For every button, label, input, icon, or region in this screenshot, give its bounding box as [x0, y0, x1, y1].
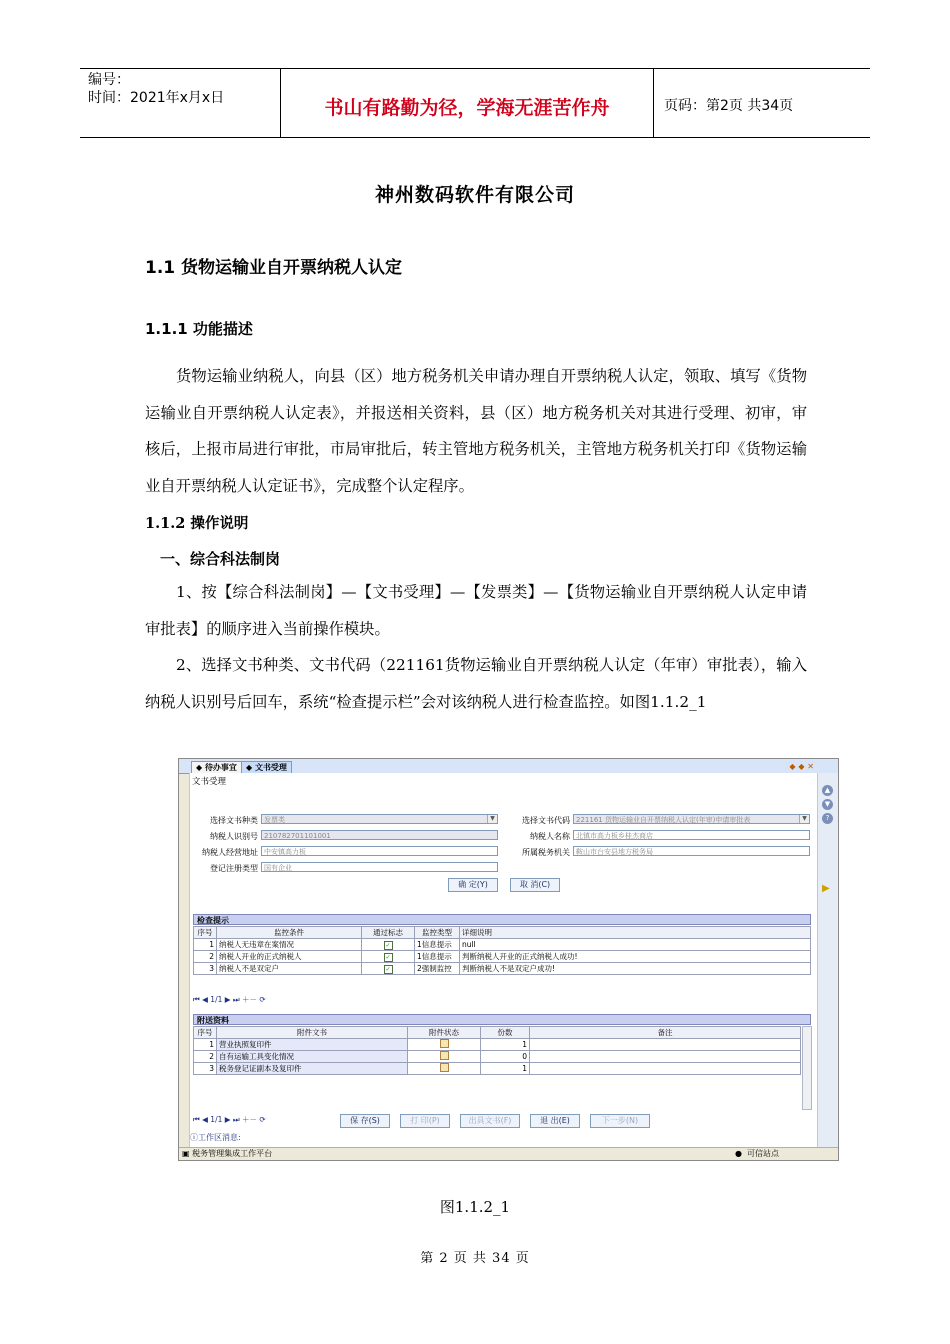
row-doc: 自有运输工具变化情况: [217, 1051, 408, 1063]
row-doc: 营业执照复印件: [217, 1039, 408, 1051]
status-bar: [179, 1147, 838, 1160]
check-table: [193, 926, 811, 975]
checkbox-icon[interactable]: [440, 1051, 449, 1060]
label-tax-office: 所属税务机关: [522, 848, 570, 857]
trusted-site-icon: ●: [735, 1149, 742, 1158]
pager-first-icon[interactable]: ⏮ ◀: [193, 1115, 208, 1124]
description-paragraph: 货物运输业纳税人，向县（区）地方税务机关申请办理自开票纳税人认定，领取、填写《货物运输业自开票纳税人认定表》，并报送相关资料，县（区）地方税务机关对其进行受理、初审，审核后，上报市局进行审批，市局审批后，转主管地方税务机关，主管地方税务机关打印《货物运输业自开票纳税人认定证书》，完成整个认定程序。: [145, 367, 807, 495]
step-2-paragraph: 2、选择文书种类、文书代码（221161货物运输业自开票纳税人认定（年审）审批表），输入纳税人识别号后回车，系统“检查提示栏”会对该纳税人进行检查监控。如图1.1.2_1: [145, 656, 807, 711]
pager-next-icon[interactable]: ▶ ⏭ ＋－ ⟳: [224, 1115, 266, 1124]
row-desc: 判断纳税人开业的正式纳税人成功!: [460, 951, 811, 963]
scrollbar[interactable]: [802, 1026, 812, 1110]
col-header: 监控条件: [217, 927, 362, 939]
work-area-message: ⓘ工作区消息:: [190, 1133, 241, 1142]
col-header: 份数: [481, 1027, 530, 1039]
doc-code-select[interactable]: 221161 货物运输业自开票纳税人认定(年审)申请审批表 ▼: [573, 814, 810, 824]
checkbox-icon[interactable]: ✓: [385, 953, 391, 961]
row-type: 1信息提示: [415, 939, 460, 951]
checkbox-icon[interactable]: ✓: [385, 965, 391, 973]
label-taxpayer-name: 纳税人名称: [530, 832, 570, 841]
screenshot-figure: [178, 758, 839, 1161]
address-field[interactable]: 中安镇高力板: [261, 846, 498, 856]
row-no: 3: [194, 963, 217, 975]
issue-doc-button[interactable]: 出具文书(F): [460, 1114, 520, 1128]
check-table-header: [194, 927, 811, 939]
col-header: 监控类型: [415, 927, 460, 939]
save-button[interactable]: 保 存(S): [340, 1114, 390, 1128]
table-row[interactable]: [194, 951, 811, 963]
taxpayer-name-field[interactable]: 北镇市高力板乡桂杰商店: [573, 830, 810, 840]
doc-type-select[interactable]: 发票类 ▼: [261, 814, 498, 824]
tab-doc-accept[interactable]: ◆ 文书受理: [241, 761, 292, 774]
help-icon[interactable]: ?: [822, 813, 833, 824]
row-desc: null: [460, 939, 811, 951]
status-right: 可信站点: [747, 1149, 779, 1158]
tax-office-field[interactable]: 鞍山市台安县地方税务局: [573, 846, 810, 856]
page-header: [80, 68, 870, 138]
header-motto: 书山有路勤为径，学海无涯苦作舟: [281, 69, 654, 137]
row-desc: 判断纳税人不是双定户成功!: [460, 963, 811, 975]
col-header: 详细说明: [460, 927, 811, 939]
header-meta: [80, 69, 281, 137]
figure-caption: 图1.1.2_1: [439, 1198, 511, 1216]
row-no: 1: [194, 1039, 217, 1051]
row-count[interactable]: 1: [481, 1039, 530, 1051]
row-no: 3: [194, 1063, 217, 1075]
table-row[interactable]: [194, 1039, 801, 1051]
row-note[interactable]: [530, 1051, 801, 1063]
cancel-button[interactable]: 取 消(C): [510, 878, 560, 892]
col-header: 序号: [194, 927, 217, 939]
doc-accept-panel: [189, 773, 817, 1155]
attach-table-header: [194, 1027, 801, 1039]
label-address: 纳税人经营地址: [202, 848, 258, 857]
chevron-down-icon: ▼: [799, 815, 809, 823]
col-header: 附件状态: [408, 1027, 481, 1039]
row-doc: 税务登记证副本及复印件: [217, 1063, 408, 1075]
row-no: 2: [194, 951, 217, 963]
expand-arrow-icon[interactable]: ▶: [822, 883, 830, 894]
checkbox-icon[interactable]: [440, 1039, 449, 1048]
tab-bar: [179, 759, 838, 774]
check-pager[interactable]: [193, 995, 811, 1005]
attach-section-header: 附送资料: [193, 1014, 811, 1025]
up-icon[interactable]: ▲: [822, 785, 833, 796]
row-count[interactable]: 1: [481, 1063, 530, 1075]
table-row[interactable]: [194, 939, 811, 951]
pager-text: 1/1: [210, 1115, 223, 1124]
pager-first-icon[interactable]: ⏮ ◀: [193, 995, 208, 1004]
check-section-header: 检查提示: [193, 914, 811, 925]
header-number: 编号：: [88, 72, 130, 88]
reg-type-field[interactable]: 国有企业: [261, 862, 498, 872]
row-cond: 纳税人开业的正式纳税人: [217, 951, 362, 963]
row-cond: 纳税人不是双定户: [217, 963, 362, 975]
heading-4: 一、综合科法制岗: [160, 550, 281, 568]
row-no: 1: [194, 939, 217, 951]
step-1-paragraph: 1、按【综合科法制岗】—【文书受理】—【发票类】—【货物运输业自开票纳税人认定申请审批表】的顺序进入当前操作模块。: [145, 583, 807, 638]
pager-text: 1/1: [210, 995, 223, 1004]
taxpayer-id-input[interactable]: 210782701101001: [261, 830, 498, 840]
checkbox-icon[interactable]: ✓: [385, 941, 391, 949]
table-row[interactable]: [194, 963, 811, 975]
table-row[interactable]: [194, 1063, 801, 1075]
company-title: 神州数码软件有限公司: [374, 184, 575, 206]
exit-button[interactable]: 退 出(E): [530, 1114, 580, 1128]
label-doc-type: 选择文书种类: [210, 816, 258, 825]
tab-todo[interactable]: ◆ 待办事宜: [191, 761, 242, 774]
row-count[interactable]: 0: [481, 1051, 530, 1063]
window-controls[interactable]: ◆ ◆ ✕: [789, 762, 814, 771]
info-icon: ⓘ: [190, 1133, 198, 1142]
row-type: 2强制监控: [415, 963, 460, 975]
row-cond: 纳税人无违章在案情况: [217, 939, 362, 951]
col-header: 通过标志: [362, 927, 415, 939]
confirm-button[interactable]: 确 定(Y): [448, 878, 498, 892]
row-note[interactable]: [530, 1063, 801, 1075]
attach-table: [193, 1026, 801, 1075]
status-left: 税务管理集成工作平台: [192, 1149, 273, 1158]
heading-1: 1.1 货物运输业自开票纳税人认定: [145, 258, 403, 278]
col-header: 备注: [530, 1027, 801, 1039]
down-icon[interactable]: ▼: [822, 799, 833, 810]
row-type: 1信息提示: [415, 951, 460, 963]
row-no: 2: [194, 1051, 217, 1063]
heading-2: 1.1.1 功能描述: [145, 320, 253, 338]
page-footer: 第 2 页 共 34 页: [420, 1251, 530, 1266]
heading-3: 1.1.2 操作说明: [145, 515, 249, 532]
pager-next-icon[interactable]: ▶ ⏭ ＋－ ⟳: [224, 995, 266, 1004]
panel-title: 文书受理: [192, 777, 227, 787]
header-page: 页码：第2页 共34页: [664, 98, 794, 114]
checkbox-icon[interactable]: [440, 1063, 449, 1072]
header-time: 时间：2021年x月x日: [88, 90, 225, 106]
table-row[interactable]: [194, 1051, 801, 1063]
print-button[interactable]: 打 印(P): [400, 1114, 450, 1128]
col-header: 附件文书: [217, 1027, 408, 1039]
app-icon: ▣: [182, 1149, 190, 1158]
right-sidebar: [817, 773, 838, 1148]
label-reg-type: 登记注册类型: [210, 864, 258, 873]
row-note[interactable]: [530, 1039, 801, 1051]
col-header: 序号: [194, 1027, 217, 1039]
next-step-button[interactable]: 下一步(N): [590, 1114, 650, 1128]
label-taxpayer-id: 纳税人识别号: [210, 832, 258, 841]
label-doc-code: 选择文书代码: [522, 816, 570, 825]
chevron-down-icon: ▼: [487, 815, 497, 823]
